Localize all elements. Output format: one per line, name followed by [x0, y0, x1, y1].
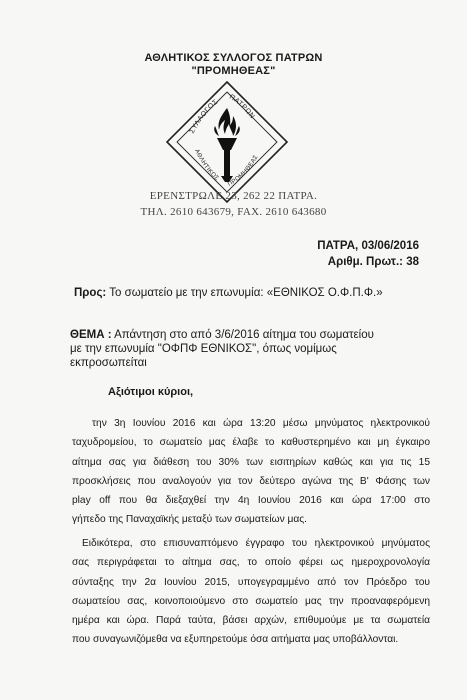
logo-text-bottom-left: ΑΘΛΗΤΙΚΟΣ: [193, 148, 220, 183]
logo-text-bottom-right: ΠΡΟΜΗΘΕΑΣ: [227, 154, 260, 188]
contact-line: ΤΗΛ. 2610 643679, FAX. 2610 643680: [140, 206, 327, 218]
recipient-text: Το σωματείο με την επωνυμία: «ΕΘΝΙΚΟΣ Ο.Φ.Π.Φ.»: [109, 287, 383, 299]
club-logo: [163, 78, 291, 206]
paragraph-line: προσκλήσεις που αναλογούν για τον δεύτερο αγώνα της Β' Φάσης των: [72, 475, 430, 487]
paragraph-line: ταχυδρομείου, το σωματείο μας έλαβε το καθυστερημένο και μη έγκαιρο: [72, 437, 430, 449]
address-line: ΕΡΕΝΣΤΡΩΛΕ 23, 262 22 ΠΑΤΡΑ.: [149, 190, 318, 202]
subject-block: [70, 328, 420, 370]
club-nickname: "ΠΡΟΜΗΘΕΑΣ": [191, 65, 276, 77]
letter-date: ΠΑΤΡΑ, 03/06/2016: [317, 240, 419, 252]
subject-label: ΘΕΜΑ :: [70, 329, 112, 341]
paragraph-line: σας περιγράφεται το αίτημα σας, το οποίο φέρει ως ημεροχρονολογία: [72, 557, 430, 569]
paragraph-line: Ειδικότερα, στο επισυναπτόμενο έγγραφο του ηλεκτρονικού μηνύματος: [82, 538, 430, 549]
paragraph-line: σωματείου σας, κοινοποιούμενο στο σωματείο μας την προαναφερόμενη: [72, 595, 430, 607]
subject-line: εκπροσωπείται: [70, 357, 147, 369]
paragraph-line: αίτημα σας για διάθεση του 30% των εισιτηρίων καθώς και για τις 15: [72, 456, 430, 468]
subject-line: με την επωνυμία "ΟΦΠΦ ΕΘΝΙΚΟΣ", όπως νομίμως: [70, 343, 337, 355]
paragraph-line: play off που θα διεξαχθεί την 4η Ιουνίου 2016 και ώρα 17:00 στο: [72, 495, 430, 507]
paragraph-line: που συναγωνιζόμεθα να εξυπηρετούμε όσα αιτήματα μας υποβάλλονται.: [72, 634, 399, 646]
recipient-label: Προς:: [74, 287, 107, 299]
protocol-number: Αριθμ. Πρωτ.: 38: [327, 256, 419, 268]
club-name: ΑΘΛΗΤΙΚΟΣ ΣΥΛΛΟΓΟΣ ΠΑΤΡΩΝ: [144, 52, 323, 64]
paragraph-line: γήπεδο της Παναχαϊκής μεταξύ των σωματείων μας.: [72, 514, 307, 526]
svg-text:ΠΡΟΜΗΘΕΑΣ: [227, 154, 260, 188]
paragraph-1: [72, 414, 430, 530]
paragraph-line: ημέρα και ώρα. Παρά ταύτα, βάσει αρχών, επιθυμούμε με τα σωματεία: [72, 615, 430, 627]
logo-text-left: ΣΥΛΛΟΓΟΣ: [188, 98, 220, 135]
svg-text:ΑΘΛΗΤΙΚΟΣ: [193, 148, 219, 182]
paragraph-line: την 3η Ιουνίου 2016 και ώρα 13:20 μέσω μηνύματος ηλεκτρονικού: [92, 418, 430, 429]
logo-text-right: ΠΑΤΡΩΝ: [227, 93, 256, 121]
paragraph-2: [72, 534, 430, 650]
recipient-line: [74, 287, 383, 299]
greeting: Αξιότιμοι κύριοι,: [108, 386, 194, 398]
torch-icon: [214, 108, 240, 182]
paragraph-line: σύνταξης την 2α Ιουνίου 2015, υπογεγραμμένο από τον Πρόεδρο του: [72, 576, 430, 588]
subject-line: Απάντηση στο από 3/6/2016 αίτημα του σωματείου: [114, 329, 374, 341]
